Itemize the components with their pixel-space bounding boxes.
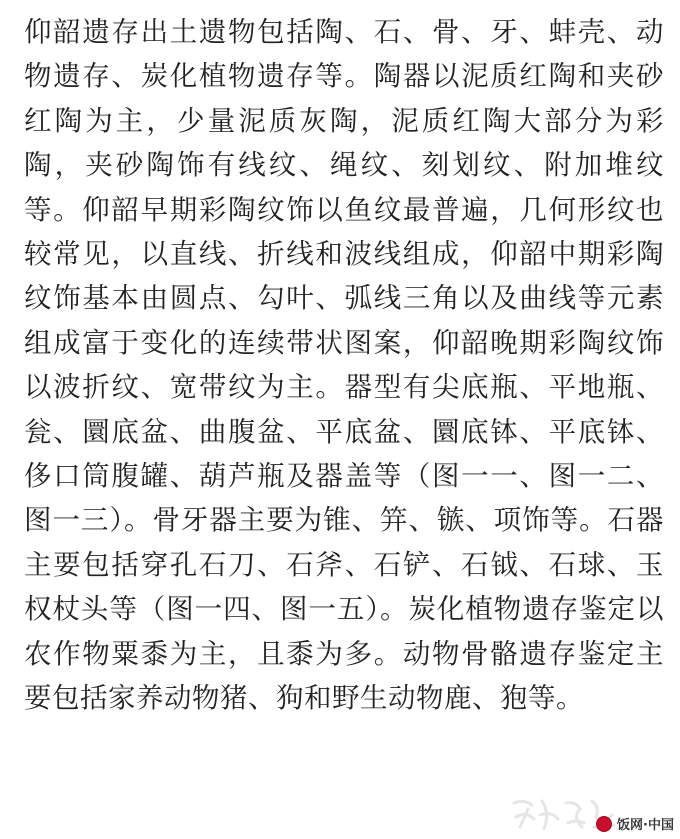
article-paragraph: 仰韶遗存出土遗物包括陶、石、骨、牙、蚌壳、动物遗存、炭化植物遗存等。陶器以泥质红陶和夹砂红陶为主，少量泥质灰陶，泥质红陶大部分为彩陶，夹砂陶饰有线纹、绳纹、刻划纹、附加堆纹等。仰韶早期彩陶纹饰以鱼纹最普遍，几何形纹也较常见，以直线、折线和波线组成，仰韶中期彩陶纹饰基本由圆点、勾叶、弧线三角以及曲线等元素组成富于变化的连续带状图案，仰韶晚期彩陶纹饰以波折纹、宽带纹为主。器型有尖底瓶、平地瓶、瓮、圜底盆、曲腹盆、平底盆、圜底钵、平底钵、侈口筒腹罐、葫芦瓶及器盖等（图一一、图一二、图一三）。骨牙器主要为锥、笄、镞、项饰等。石器主要包括穿孔石刀、石斧、石铲、石钺、石球、玉权杖头等（图一四、图一五）。炭化植物遗存鉴定以农作物粟黍为主，且黍为多。动物骨骼遗存鉴定主要包括家养动物猪、狗和野生动物鹿、狍等。 — [24, 16, 664, 715]
watermark-brand-text: 饭网·中国 — [615, 814, 676, 833]
